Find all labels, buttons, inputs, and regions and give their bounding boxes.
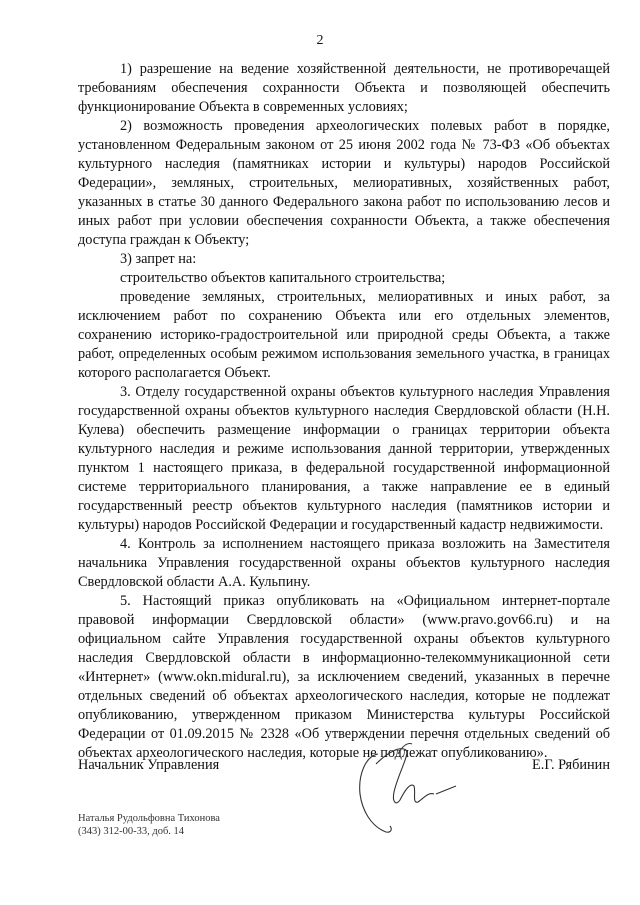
paragraph-ban-works: проведение земляных, строительных, мелиоративных и иных работ, за исключением работ по сохранению Объекта или его отдельных элементов, сохранению историко-градостроительной или природной среды Объекта, а также работ, определенных особым режимом использования земельного участка, в границах которого располагается Объект. [78,289,610,381]
paragraph-permission: 1) разрешение на ведение хозяйственной деятельности, не противоречащей требованиям обеспечения сохранности Объекта и позволяющей обеспечить функционирование Объекта в современных условиях; [78,61,610,115]
signer-position: Начальник Управления [78,757,220,773]
paragraph-ban-construction: строительство объектов капитального строительства; [120,270,446,286]
executor-name: Наталья Рудольфовна Тихонова [78,813,220,824]
document-body [78,60,610,763]
paragraph-item-4: 4. Контроль за исполнением настоящего приказа возложить на Заместителя начальника Управления государственной охраны объектов культурного наследия Свердловской области А.А. Кульпину. [78,536,610,590]
handwritten-signature [338,734,468,844]
executor-contacts [78,812,220,838]
signer-name: Е.Г. Рябинин [532,757,610,773]
paragraph-archaeology: 2) возможность проведения археологических полевых работ в порядке, установленном Федеральным законом от 25 июня 2002 года № 73-ФЗ «Об объектах культурного наследия (памятниках истории и культуры) народов Российской Федерации», земляных, строительных, мелиоративных, хозяйственных работ, указанных в статье 30 данного Федерального закона работ по использованию лесов и иных работ при условии обеспечения сохранности Объекта, а также обеспечения доступа граждан к Объекту; [78,118,610,248]
paragraph-item-3: 3. Отделу государственной охраны объектов культурного наследия Управления государственной охраны объектов культурного наследия Свердловской области (Н.Н. Кулева) обеспечить размещение информации о границах территории объекта культурного наследия и режиме использования данной территории, утвержденных пунктом 1 настоящего приказа, в федеральной государственной информационной системе территориального планирования, а также направление ее в единый государственный реестр объектов культурного наследия (памятников истории и культуры) народов Российской Федерации и государственный кадастр недвижимости. [78,384,610,533]
executor-phone: (343) 312-00-33, доб. 14 [78,826,185,837]
paragraph-ban-heading: 3) запрет на: [120,251,197,267]
page-number: 2 [316,33,324,48]
paragraph-item-5: 5. Настоящий приказ опубликовать на «Официальном интернет-портале правовой информации Свердловской области» (www.pravo.gov66.ru) и на официальном сайте Управления государственной охраны объектов культурного наследия Свердловской области в информационно-телекоммуникационной сети «Интернет» (www.okn.midural.ru), за исключением сведений, указанных в перечне отдельных сведений об объектах археологического наследия, которые не подлежат опубликованию, утвержденном приказом Министерства культуры Российской Федерации от 01.09.2015 № 2328 «Об утверждении перечня отдельных сведений об объектах археологического наследия, которые не подлежат опубликованию». [78,593,610,761]
